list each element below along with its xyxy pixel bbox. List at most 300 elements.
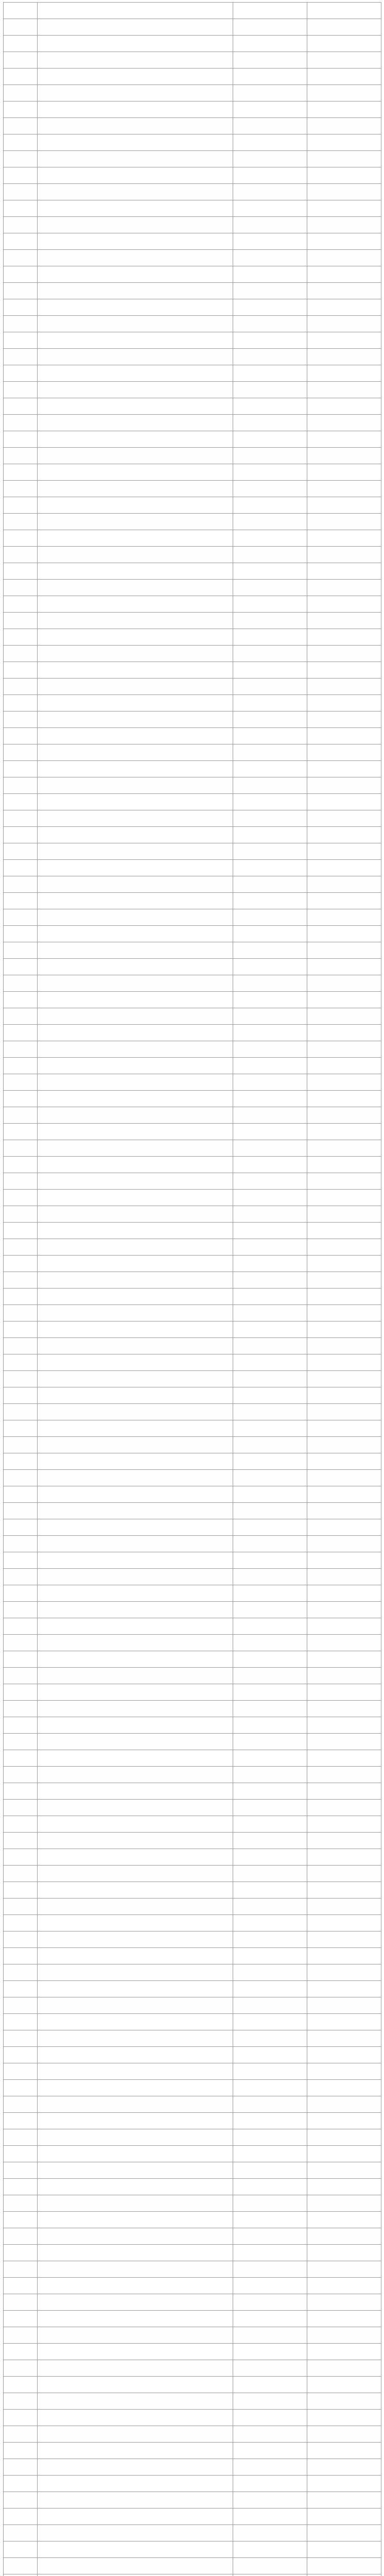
cell-person [233,1503,307,1519]
cell-no [4,1767,38,1783]
cell-remark [307,1684,381,1701]
cell-person [233,1931,307,1948]
cell-person [233,2212,307,2228]
table-row [4,1503,381,1519]
table-row [4,1437,381,1453]
table-row [4,365,381,382]
cell-company [38,1717,233,1734]
cell-remark [307,1569,381,1585]
cell-person [233,431,307,448]
cell-person [233,777,307,794]
table-row [4,662,381,679]
cell-company [38,2360,233,2377]
table-row [4,1321,381,1338]
table-row [4,1668,381,1684]
cell-no [4,926,38,942]
cell-no [4,629,38,646]
table-row [4,184,381,200]
cell-no [4,349,38,365]
cell-person [233,2096,307,2113]
cell-remark [307,1701,381,1717]
cell-company [38,662,233,679]
cell-company [38,2146,233,2162]
table-row [4,1124,381,1140]
cell-company [38,629,233,646]
cell-no [4,1552,38,1569]
cell-person [233,497,307,514]
cell-person [233,1552,307,1569]
cell-no [4,266,38,283]
cell-remark [307,85,381,101]
cell-no [4,2096,38,2113]
cell-remark [307,1981,381,1997]
cell-no [4,1536,38,1552]
cell-no [4,1371,38,1387]
cell-no [4,299,38,316]
cell-person [233,217,307,233]
table-row [4,2459,381,2476]
table-row [4,2113,381,2129]
cell-company [38,860,233,876]
table-row [4,85,381,101]
cell-company [38,1305,233,1321]
cell-no [4,2410,38,2426]
cell-company [38,2113,233,2129]
cell-no [4,217,38,233]
cell-person [233,810,307,827]
cell-remark [307,415,381,431]
table-row [4,1041,381,1058]
cell-person [233,695,307,711]
cell-remark [307,777,381,794]
cell-remark [307,2311,381,2327]
cell-no [4,1783,38,1800]
cell-no [4,1387,38,1404]
table-row [4,2558,381,2574]
table-row [4,2129,381,2146]
cell-no [4,1470,38,1486]
table-row [4,134,381,151]
cell-remark [307,827,381,843]
cell-no [4,1190,38,1206]
cell-company [38,1074,233,1091]
table-row [4,613,381,629]
cell-remark [307,843,381,860]
cell-company [38,1767,233,1783]
cell-remark [307,1223,381,1239]
cell-no [4,1486,38,1503]
cell-remark [307,2146,381,2162]
table-row [4,464,381,481]
table-row [4,926,381,942]
cell-no [4,1997,38,2014]
cell-company [38,1453,233,1470]
cell-no [4,1981,38,1997]
table-row [4,2360,381,2377]
table-row [4,959,381,975]
cell-no [4,2492,38,2509]
cell-no [4,118,38,134]
table-row [4,1816,381,1833]
cell-company [38,530,233,547]
cell-remark [307,431,381,448]
cell-person [233,2311,307,2327]
cell-person [233,744,307,761]
cell-no [4,909,38,926]
cell-no [4,134,38,151]
cell-company [38,1915,233,1931]
cell-company [38,2030,233,2047]
table-row [4,1305,381,1321]
cell-person [233,118,307,134]
cell-person [233,1651,307,1668]
cell-person [233,36,307,52]
table-row [4,1157,381,1173]
cell-company [38,2344,233,2360]
cell-company [38,349,233,365]
cell-remark [307,1239,381,1256]
cell-no [4,2294,38,2311]
cell-no [4,679,38,695]
cell-company [38,1734,233,1750]
cell-no [4,36,38,52]
table-row [4,283,381,299]
table-row [4,563,381,580]
cell-no [4,2179,38,2195]
cell-person [233,1404,307,1420]
cell-company [38,365,233,382]
cell-no [4,2574,38,2576]
cell-remark [307,761,381,777]
table-row [4,1964,381,1981]
table-row [4,3,381,19]
cell-no [4,283,38,299]
table-row [4,1767,381,1783]
cell-person [233,1371,307,1387]
cell-company [38,2525,233,2541]
table-row [4,1651,381,1668]
cell-person [233,2344,307,2360]
cell-person [233,2327,307,2344]
cell-remark [307,2030,381,2047]
cell-remark [307,250,381,266]
cell-remark [307,893,381,909]
cell-no [4,1124,38,1140]
cell-no [4,2080,38,2096]
cell-no [4,2393,38,2410]
cell-remark [307,151,381,167]
cell-no [4,2327,38,2344]
cell-remark [307,1602,381,1618]
cell-person [233,1041,307,1058]
cell-person [233,382,307,398]
cell-company [38,1239,233,1256]
cell-company [38,1321,233,1338]
cell-person [233,2426,307,2443]
table-row [4,2393,381,2410]
cell-person [233,85,307,101]
table-row [4,200,381,217]
cell-remark [307,2377,381,2393]
table-row [4,761,381,777]
cell-no [4,1074,38,1091]
cell-remark [307,860,381,876]
cell-remark [307,1717,381,1734]
cell-no [4,843,38,860]
table-row [4,843,381,860]
table-row [4,1289,381,1305]
cell-company [38,398,233,415]
cell-remark [307,1157,381,1173]
table-row [4,1783,381,1800]
cell-remark [307,1866,381,1882]
table-row [4,1849,381,1866]
cell-person [233,613,307,629]
cell-person [233,1025,307,1041]
cell-no [4,2443,38,2459]
table-row [4,2410,381,2426]
cell-remark [307,332,381,349]
table-row [4,646,381,662]
cell-no [4,827,38,843]
cell-company [38,761,233,777]
table-row [4,1190,381,1206]
cell-person [233,415,307,431]
table-row [4,1206,381,1223]
table-row [4,1750,381,1767]
cell-company [38,876,233,893]
cell-no [4,2377,38,2393]
cell-remark [307,233,381,250]
cell-person [233,1536,307,1552]
table-row [4,1091,381,1107]
cell-person [233,19,307,36]
cell-person [233,1173,307,1190]
cell-company [38,2179,233,2195]
cell-company [38,1519,233,1536]
table-row [4,349,381,365]
cell-company [38,695,233,711]
cell-remark [307,2360,381,2377]
cell-no [4,481,38,497]
cell-remark [307,744,381,761]
cell-company [38,85,233,101]
cell-person [233,2146,307,2162]
cell-person [233,1305,307,1321]
cell-company [38,2261,233,2278]
cell-no [4,2344,38,2360]
cell-person [233,2541,307,2558]
cell-company [38,1585,233,1602]
table-row [4,2476,381,2492]
cell-company [38,1866,233,1882]
table-row [4,497,381,514]
cell-no [4,975,38,992]
cell-remark [307,1107,381,1124]
table-row [4,1569,381,1585]
cell-person [233,2113,307,2129]
cell-company [38,1618,233,1635]
cell-no [4,1915,38,1931]
table-row [4,1058,381,1074]
table-row [4,69,381,85]
table-row [4,398,381,415]
cell-remark [307,1997,381,2014]
cell-company [38,1289,233,1305]
cell-remark [307,547,381,563]
table-row [4,810,381,827]
cell-person [233,1734,307,1750]
table-row [4,992,381,1008]
cell-no [4,3,38,19]
cell-person [233,1453,307,1470]
cell-remark [307,167,381,184]
table-row [4,1107,381,1124]
table-row [4,1354,381,1371]
cell-person [233,1635,307,1651]
table-row [4,118,381,134]
cell-person [233,398,307,415]
cell-no [4,1635,38,1651]
cell-company [38,1157,233,1173]
cell-company [38,2014,233,2030]
table-row [4,217,381,233]
cell-person [233,2360,307,2377]
cell-no [4,2162,38,2179]
cell-no [4,711,38,728]
cell-remark [307,1767,381,1783]
cell-no [4,332,38,349]
cell-no [4,1948,38,1964]
cell-no [4,1717,38,1734]
cell-remark [307,1931,381,1948]
table-row [4,2228,381,2245]
cell-no [4,200,38,217]
cell-person [233,679,307,695]
cell-no [4,695,38,711]
cell-no [4,1866,38,1882]
cell-no [4,1041,38,1058]
cell-person [233,2063,307,2080]
cell-no [4,19,38,36]
cell-company [38,2047,233,2063]
cell-remark [307,2063,381,2080]
table-row [4,1025,381,1041]
cell-person [233,2162,307,2179]
cell-person [233,1223,307,1239]
cell-no [4,316,38,332]
table-row [4,1618,381,1635]
table-row [4,101,381,118]
cell-company [38,481,233,497]
table-row [4,2096,381,2113]
cell-person [233,2080,307,2096]
cell-person [233,233,307,250]
table-row [4,942,381,959]
cell-company [38,1750,233,1767]
cell-no [4,1882,38,1899]
cell-remark [307,283,381,299]
cell-company [38,777,233,794]
cell-company [38,2509,233,2525]
cell-person [233,1420,307,1437]
cell-company [38,200,233,217]
cell-remark [307,1025,381,1041]
table-row [4,266,381,283]
cell-company [38,711,233,728]
cell-person [233,2278,307,2294]
cell-no [4,2063,38,2080]
cell-company [38,1041,233,1058]
cell-remark [307,1420,381,1437]
cell-no [4,2476,38,2492]
cell-person [233,464,307,481]
cell-company [38,563,233,580]
cell-company [38,2327,233,2344]
table-row [4,1602,381,1618]
cell-company [38,1387,233,1404]
cell-remark [307,1734,381,1750]
cell-company [38,547,233,563]
cell-person [233,514,307,530]
cell-no [4,1800,38,1816]
cell-no [4,1701,38,1717]
cell-remark [307,2525,381,2541]
cell-no [4,69,38,85]
table-row [4,1585,381,1602]
table-row [4,2574,381,2576]
cell-no [4,2558,38,2574]
cell-remark [307,1552,381,1569]
cell-person [233,1058,307,1074]
cell-company [38,1668,233,1684]
cell-remark [307,1651,381,1668]
cell-company [38,332,233,349]
table-row [4,580,381,596]
cell-person [233,2574,307,2576]
table-row [4,975,381,992]
cell-no [4,662,38,679]
cell-remark [307,992,381,1008]
cell-no [4,1750,38,1767]
cell-person [233,1701,307,1717]
cell-person [233,1833,307,1849]
cell-company [38,184,233,200]
cell-person [233,1816,307,1833]
cell-remark [307,398,381,415]
table-row [4,711,381,728]
cell-company [38,2574,233,2576]
cell-no [4,744,38,761]
cell-person [233,926,307,942]
cell-company [38,1783,233,1800]
cell-person [233,134,307,151]
cell-no [4,52,38,69]
cell-no [4,777,38,794]
cell-remark [307,1453,381,1470]
cell-company [38,233,233,250]
cell-person [233,2245,307,2261]
cell-company [38,679,233,695]
cell-no [4,1107,38,1124]
cell-person [233,2228,307,2245]
cell-company [38,1173,233,1190]
cell-person [233,662,307,679]
table-row [4,728,381,744]
cell-remark [307,464,381,481]
table-row [4,1717,381,1734]
cell-person [233,876,307,893]
